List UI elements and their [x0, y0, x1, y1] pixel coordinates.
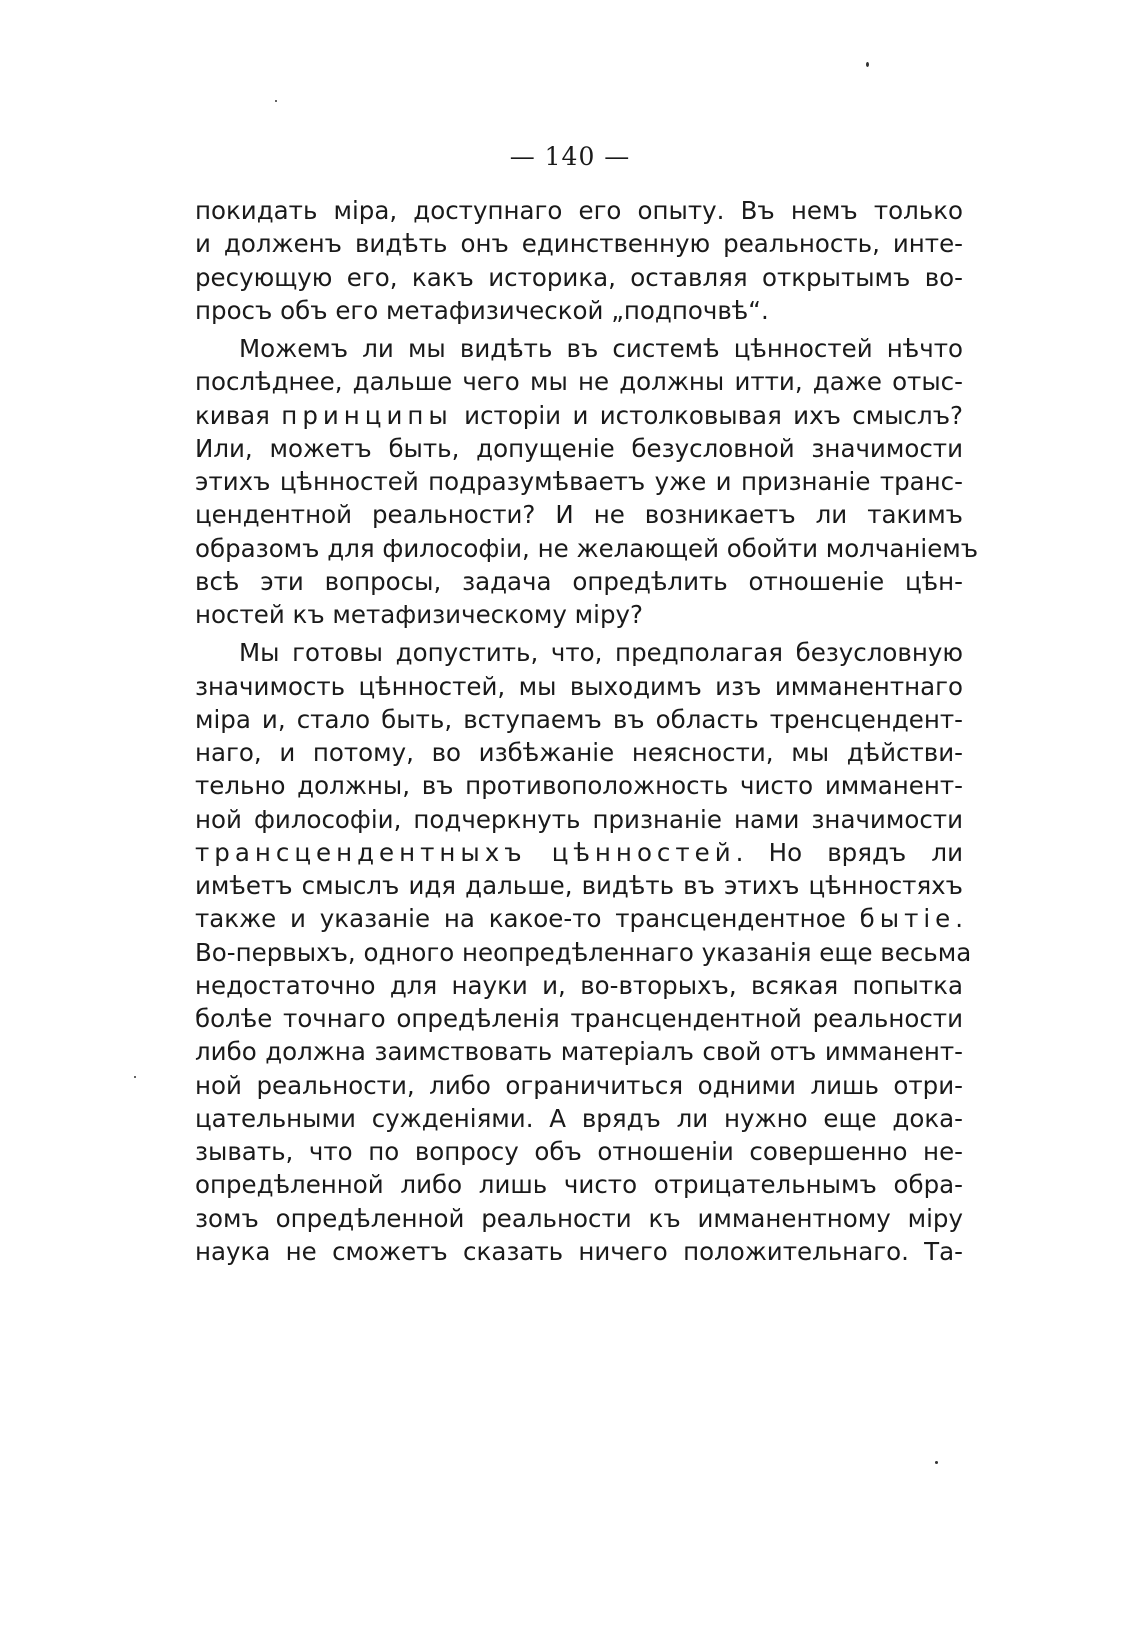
text-line: ной реальности, либо ограничиться одними лишь отри-	[195, 1070, 963, 1100]
text-line: значимость цѣнностей, мы выходимъ изъ имманентнаго	[195, 671, 963, 701]
text-line: ной философіи, подчеркнуть признаніе нами значимости	[195, 804, 963, 834]
text-line: Мы готовы допустить, что, предполагая безусловную	[239, 638, 963, 668]
text-line: образомъ для философіи, не желающей обойти молчаніемъ	[195, 533, 979, 563]
text-line: либо должна заимствовать матеріалъ свой отъ имманент-	[195, 1037, 963, 1067]
text-line: тельно должны, въ противоположность чисто имманент-	[195, 771, 963, 801]
text-line: и долженъ видѣть онъ единственную реальность, инте-	[195, 229, 963, 259]
text-line: имѣетъ смыслъ идя дальше, видѣть въ этихъ цѣнностяхъ	[195, 871, 963, 900]
text-line: послѣднее, дальше чего мы не должны итти, даже отыс-	[195, 367, 963, 397]
text-line: всѣ эти вопросы, задача опредѣлить отношеніе цѣн-	[195, 566, 963, 596]
text-line: цательными сужденіями. А врядъ ли нужно еще дока-	[195, 1103, 963, 1133]
text-fragment: также и указаніе на какое-то трансцендентное	[195, 904, 846, 934]
emphasized-word: принципы	[281, 400, 453, 430]
text-fragment: кивая	[195, 400, 270, 430]
text-line: наго, и потому, во избѣжаніе неясности, мы дѣйстви-	[195, 738, 963, 767]
emphasized-word: цѣнностей	[551, 837, 736, 867]
page-body	[195, 194, 979, 1268]
text-line: покидать міра, доступнаго его опыту. Въ немъ только	[195, 196, 963, 225]
scan-speck	[134, 1076, 136, 1078]
text-line: наука не сможетъ сказать ничего положительнаго. Та-	[195, 1236, 963, 1266]
text-line: просъ объ его метафизической „подпочвѣ“.	[195, 295, 769, 325]
page-number: — 140 —	[509, 142, 631, 171]
text-line: ностей къ метафизическому міру?	[195, 600, 644, 629]
text-line	[195, 902, 963, 935]
text-line: Или, можетъ быть, допущеніе безусловной значимости	[195, 433, 963, 463]
text-line: Во-первыхъ, одного неопредѣленнаго указанія еще весьма	[195, 937, 972, 967]
scan-speck	[275, 100, 277, 102]
text-line: Можемъ ли мы видѣть въ системѣ цѣнностей нѣчто	[239, 334, 963, 363]
emphasized-word: бытіе	[859, 904, 956, 934]
text-line: этихъ цѣнностей подразумѣваетъ уже и признаніе транс-	[195, 467, 963, 496]
text-line: недостаточно для науки и, во-вторыхъ, всякая попытка	[195, 970, 963, 1000]
text-line	[195, 399, 963, 432]
text-fragment: исторіи и истолковывая ихъ смыслъ?	[464, 400, 964, 430]
text-line: ресующую его, какъ историка, оставляя открытымъ во-	[195, 262, 963, 292]
text-line: міра и, стало быть, вступаемъ въ область тренсцендент-	[195, 704, 963, 734]
text-line: опредѣленной либо лишь чисто отрицательнымъ обра-	[195, 1170, 963, 1200]
text-line	[195, 836, 963, 869]
text-line: зомъ опредѣленной реальности къ имманентному міру	[195, 1203, 963, 1233]
text-line: цендентной реальности? И не возникаетъ ли такимъ	[195, 500, 963, 530]
scan-speck	[866, 62, 869, 67]
scan-speck	[935, 1461, 938, 1464]
text-fragment: .	[955, 904, 964, 934]
text-line: болѣе точнаго опредѣленія трансцендентной реальности	[195, 1004, 963, 1033]
emphasized-word: трансцендентныхъ	[195, 837, 527, 867]
text-line: зывать, что по вопросу объ отношеніи совершенно не-	[195, 1137, 963, 1166]
text-fragment: . Но врядъ ли	[735, 837, 963, 867]
